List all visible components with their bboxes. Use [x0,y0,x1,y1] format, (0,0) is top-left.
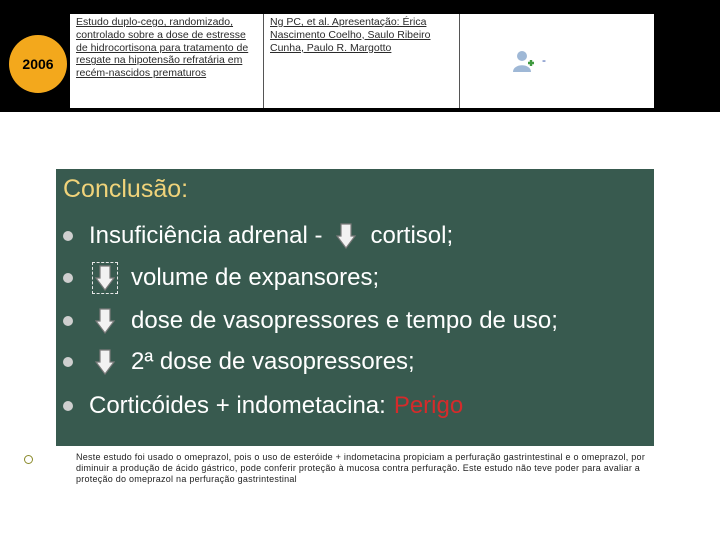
down-arrow-icon [95,308,115,334]
footnote-bullet [24,455,33,464]
down-arrow-icon [336,223,356,249]
media-cell [460,14,654,108]
bullet-dot [63,357,73,367]
bullet-text-after: 2ª dose de vasopressores; [131,348,415,375]
bullet-segunda-dose [63,347,415,377]
bullet-dot [63,231,73,241]
authors-link[interactable]: Ng PC, et al. Apresentação: Érica Nascimento Coelho, Saulo Ribeiro Cunha, Paulo R. Margotto [264,14,460,108]
bullet-dot [63,401,73,411]
bullet-expansores [63,263,379,293]
conclusion-slide [56,169,654,446]
bullet-text-after: dose de vasopressores e tempo de uso; [131,307,558,334]
bullet-text-after: volume de expansores; [131,264,380,291]
bullet-adrenal [63,221,453,251]
bullet-dot [63,273,73,283]
study-title-link[interactable]: Estudo duplo-cego, randomizado, controlado sobre a dose de estresse de hidrocortisona para tratamento de resgate na hipotensão refratária em recém-nascidos prematuros [70,14,264,108]
bullet-text-before: Corticóides + indometacina: [89,392,386,419]
bullet-dot [63,316,73,326]
bullet-text-before: Insuficiência adrenal - [89,222,323,249]
reference-table [70,14,654,108]
slide-title: Conclusão: [63,175,189,203]
bullet-text-after: cortisol; [370,222,454,249]
footnote [24,452,664,486]
year-badge: 2006 [9,35,67,93]
media-dash: - [542,53,546,67]
danger-label: Perigo [393,392,464,419]
bullet-corticoides [63,391,463,421]
person-add-icon[interactable] [512,48,536,74]
bullet-vasopressores [63,306,558,336]
footnote-text: Neste estudo foi usado o omeprazol, pois o uso de esteróide + indometacina propiciam a perfuração gastrintestinal e o omeprazol, por diminuir a produção de ácido gástrico, pode conferir proteção à mucosa contra perfuração. Este estudo não teve poder para avaliar a proteção do omeprazol na perfuração gastrintestinal [76,452,646,485]
selected-down-arrow-icon[interactable] [95,265,115,291]
down-arrow-icon [95,349,115,375]
